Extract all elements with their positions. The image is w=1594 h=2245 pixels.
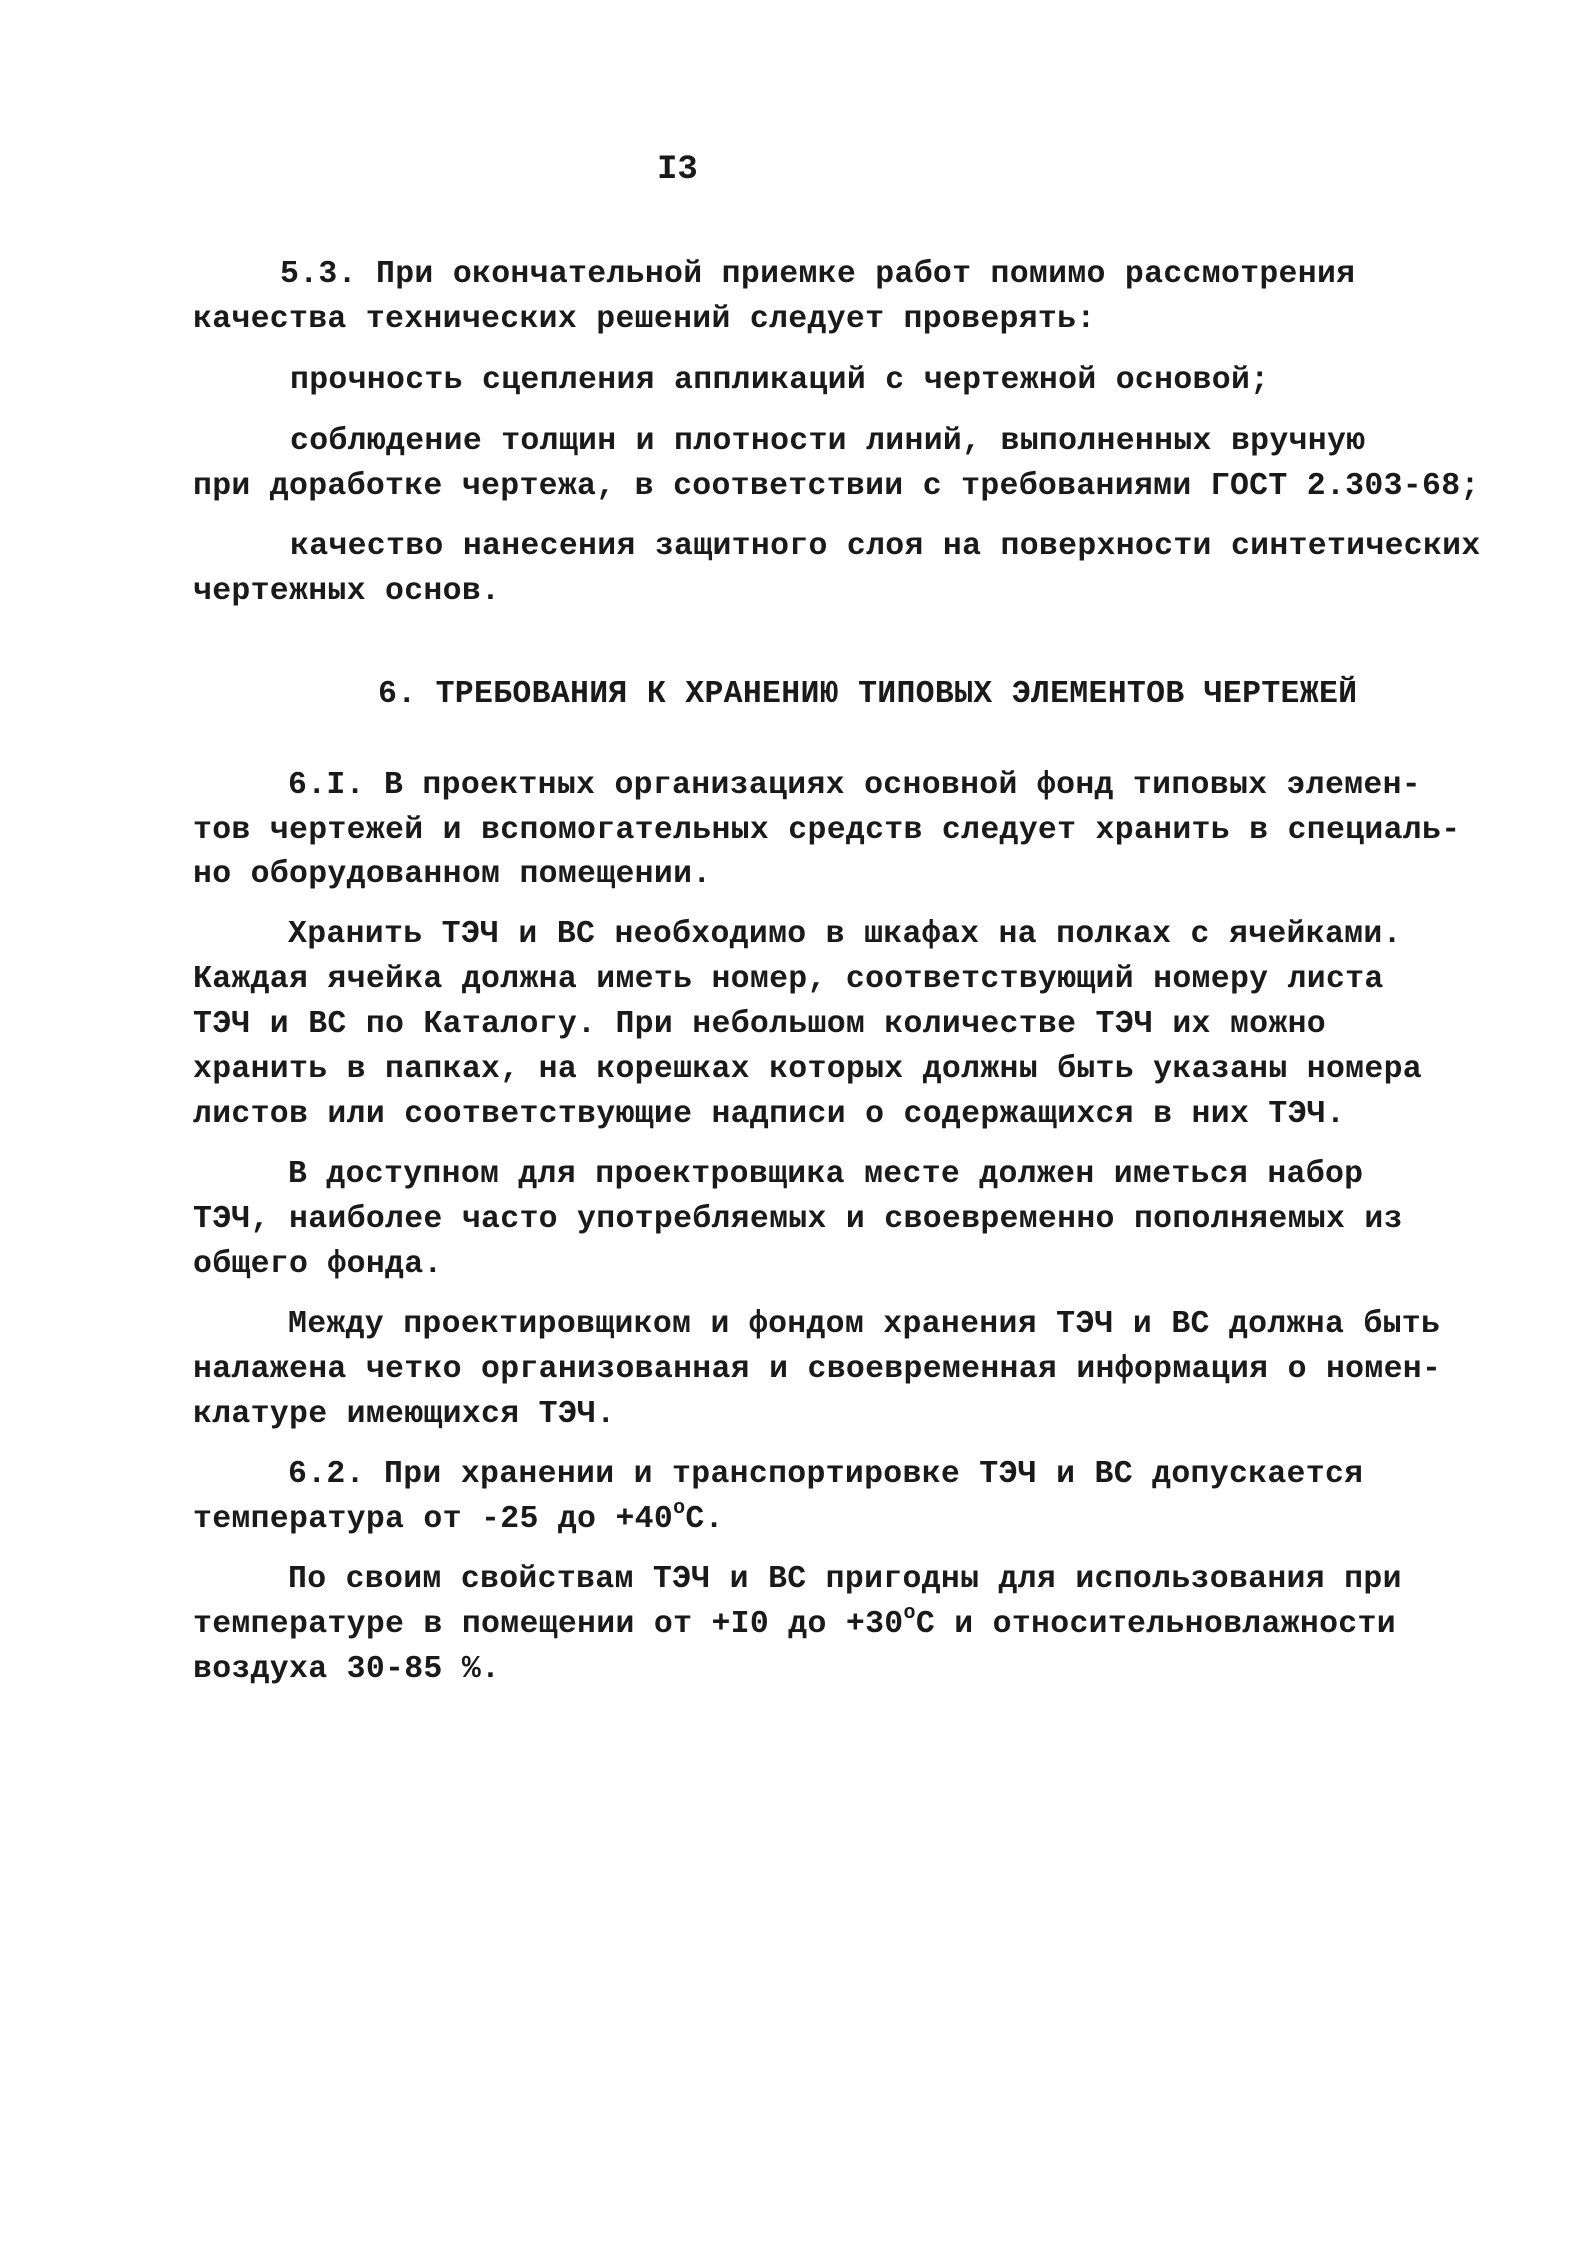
storage-paragraph-line-2: Каждая ячейка должна иметь номер, соответствующий номеру листа [193, 962, 1384, 997]
storage-paragraph-line-3: ТЭЧ и ВС по Каталогу. При небольшом количестве ТЭЧ их можно [193, 1007, 1326, 1042]
accessible-set-paragraph-line-3: общего фонда. [193, 1247, 443, 1282]
paragraph-6-2-line-2 [193, 1497, 724, 1540]
paragraph-6-1-line-2: тов чертежей и вспомогательных средств следует хранить в специаль- [193, 813, 1461, 848]
properties-paragraph-line-2 [193, 1602, 1396, 1645]
paragraph-6-1-line-1: 6.I. В проектных организациях основной фонд типовых элемен- [288, 768, 1421, 803]
check-item-lines-line-1: соблюдение толщин и плотности линий, выполненных вручную [290, 424, 1366, 459]
information-paragraph-line-2: налажена четко организованная и своевременная информация о номен- [193, 1352, 1442, 1387]
check-item-lines-line-2: при доработке чертежа, в соответствии с требованиями ГОСТ 2.303-68; [193, 469, 1480, 504]
room-temperature-text: температуре в помещении от +I0 до +30 [193, 1607, 904, 1642]
degree-mark: o [903, 1602, 916, 1625]
paragraph-6-1-line-3: но оборудованном помещении. [193, 857, 712, 892]
properties-paragraph-line-3: воздуха 30-85 %. [193, 1652, 501, 1687]
storage-paragraph-line-1: Хранить ТЭЧ и ВС необходимо в шкафах на полках с ячейками. [288, 917, 1402, 952]
paragraph-5-3-line-2: качества технических решений следует проверять: [193, 302, 1096, 337]
accessible-set-paragraph-line-2: ТЭЧ, наиболее часто употребляемых и своевременно пополняемых из [193, 1202, 1403, 1237]
paragraph-6-2-line-1: 6.2. При хранении и транспортировке ТЭЧ и ВС допускается [288, 1457, 1364, 1492]
section-6-heading: 6. ТРЕБОВАНИЯ К ХРАНЕНИЮ ТИПОВЫХ ЭЛЕМЕНТОВ ЧЕРТЕЖЕЙ [378, 677, 1358, 712]
storage-paragraph-line-4: хранить в папках, на корешках которых должны быть указаны номера [193, 1052, 1422, 1087]
humidity-text: C и относительновлажности [915, 1607, 1396, 1642]
temperature-range-text: температура от -25 до +40 [193, 1502, 674, 1537]
page-number: I3 [657, 151, 698, 189]
degree-mark: o [673, 1497, 686, 1520]
information-paragraph-line-1: Между проектировщиком и фондом хранения ТЭЧ и ВС должна быть [288, 1307, 1441, 1342]
paragraph-5-3-line-1: 5.3. При окончательной приемке работ помимо рассмотрения [280, 257, 1356, 292]
temperature-unit-text: C. [685, 1502, 724, 1537]
information-paragraph-line-3: клатуре имеющихся ТЭЧ. [193, 1397, 616, 1432]
check-item-adhesion: прочность сцепления аппликаций с чертежной основой; [290, 363, 1270, 398]
check-item-protective-layer-line-2: чертежных основ. [193, 574, 501, 609]
accessible-set-paragraph-line-1: В доступном для проектровщика месте должен иметься набор [288, 1157, 1364, 1192]
properties-paragraph-line-1: По своим свойствам ТЭЧ и ВС пригодны для использования при [288, 1562, 1402, 1597]
check-item-protective-layer-line-1: качество нанесения защитного слоя на поверхности синтетических [290, 529, 1481, 564]
storage-paragraph-line-5: листов или соответствующие надписи о содержащихся в них ТЭЧ. [193, 1097, 1346, 1132]
